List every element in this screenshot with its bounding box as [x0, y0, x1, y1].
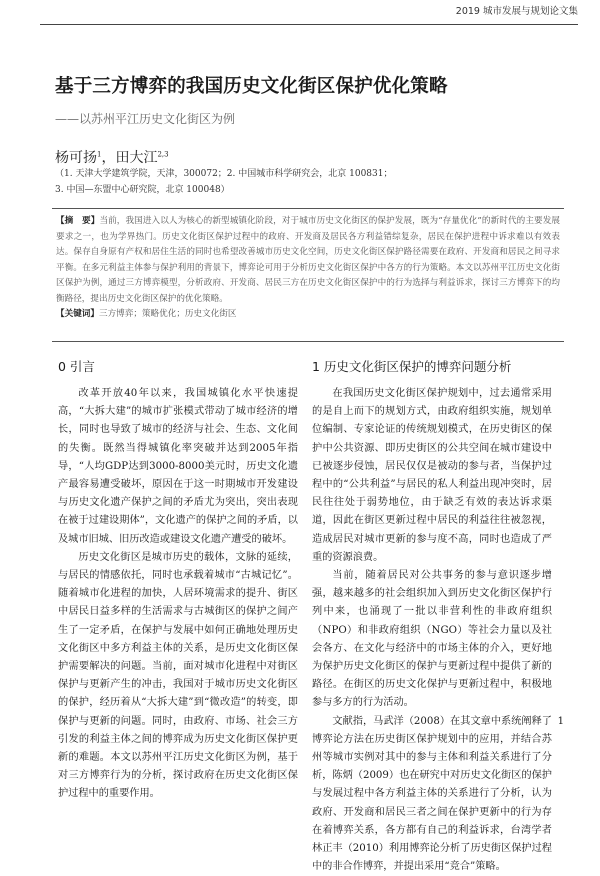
running-header: 2019 城市发展与规划论文集 — [455, 6, 578, 17]
left-column — [58, 385, 298, 800]
section-heading-intro: 0 引言 — [58, 359, 95, 374]
author-1-name: 杨可扬 — [55, 150, 97, 166]
author-2-name: 田大江 — [115, 150, 158, 166]
section-heading-1: 1 历史文化街区保护的博弈问题分析 — [312, 359, 512, 374]
affiliation-line-1: （1. 天津大学建筑学院，天津，300072；2. 中国城市科学研究会，北京 100831； — [55, 169, 393, 179]
left-paragraph-2: 历史文化街区是城市历史的载体，文脉的延续，与居民的情感依托，同时也承载着城市“古城记忆”。随着城市化进程的加快，人居环境需求的提升、街区中居民日益多样的生活需求与古城街区的保护之间产生了一定矛盾，在保护与发展中如何正确地处理历史文化街区中多方利益主体的关系，是历史文化街区保护需要解决的问题。当前，面对城市化进程中对街区保护与更新产生的冲击，我国对于城市历史文化街区的保护，经历着从“大拆大建”到“微改造”的转变，即保护与更新的问题。同时，由政府、市场、社会三方引发的利益主体之间的博弈成为历史文化街区保护更新的难题。本文以苏州平江历史文化街区为例，基于对三方博弈行为的分析，探讨政府在历史文化街区保护过程中的重要作用。 — [58, 551, 298, 800]
right-paragraph-1: 在我国历史文化街区保护规划中，过去通常采用的是自上而下的规划方式，由政府组织实施，规划单位编制、专家论证的传统规划模式，在历史街区的保护中公共资源、即历史街区的公共空间在城市建设中已被逐步侵蚀，居民仅仅是被动的参与者，当保护过程中的“公共利益”与居民的私人利益出现冲突时，居民往往处于弱势地位，由于缺乏有效的表达诉求渠道，因此在街区更新过程中居民的利益往往被忽视，造成居民对城市更新的参与度不高，同时也造成了严重的资源浪费。 — [312, 388, 552, 563]
author-1-sup: 1 — [97, 150, 102, 159]
paper-subtitle: ——以苏州平江历史文化街区为例 — [55, 112, 236, 126]
keywords-text: 三方博弈；策略优化；历史文化街区 — [98, 309, 237, 319]
abstract-box — [52, 208, 564, 342]
affiliation-line-2: 3. 中国—东盟中心研究院，北京 100048） — [55, 185, 230, 195]
abstract-text: 当前，我国进入以人为核心的新型城镇化阶段，对于城市历史文化街区的保护发展，既为“存量优化”的新时代的主要发展要求之一，也为学界热门。历史文化街区保护过程中的政府、开发商及居民各方利益错综复杂，居民在保护进程中诉求难以有效表达。保存自身原有产权和居住生活的同时也希望改善城市历史文化空间，历史文化街区保护路径需要在政府、开发商和居民之间寻求平衡。在多元利益主体参与保护利用的背景下，博弈论可用于分析历史文化街区保护中各方的行为策略。本文以苏州平江历史文化街区保护为例，通过三方博弈模型，分析政府、开发商、居民三方在历史文化街区保护中的行为选择与利益诉求，探讨三方博弈下的均衡路径，提出历史文化街区保护的优化策略。 — [56, 216, 560, 304]
right-paragraph-2: 当前，随着居民对公共事务的参与意识逐步增强，越来越多的社会组织加入到历史文化街区保护行列中来，也涌现了一批以非营利性的非政府组织（NPO）和非政府组织（NGO）等社会力量以及社会各方、在文化与经济中的市场主体的介入，更好地为保护历史文化街区的保护与更新过程中提供了新的路径。在街区的历史文化保护与更新过程中，积极地参与多方的行为活动。 — [312, 570, 552, 709]
left-paragraph-1: 改革开放40年以来，我国城镇化水平快速提高，“大拆大建”的城市扩张模式带动了城市经济的增长，同时也导致了城市的经济与社会、生态、文化间的失衡。既然当得城镇化率突破并达到2005年指导，“人均GDP达到3000-8000美元时，历史文化遗产最容易遭受破坏，原因在于这一时期城市开发建设与历史文化遗产保护之间的矛盾尤为突出，突出表现在被于过建设期体”，文化遗产的保护之间的矛盾，以及城市旧城、旧历改造或建设文化遗产遭受的破坏。 — [58, 388, 298, 545]
right-paragraph-3: 文献指，马武洋（2008）在其文章中系统阐释了博弈论方法在历史街区保护规划中的应用，并结合苏州等城市实例对其中的参与主体和利益关系进行了分析，陈炳（2009）也在研究中对历史文化街区的保护与发展过程中各方利益主体的关系进行了分析，认为政府、开发商和居民三者之间在保护更新中的行为存在着博弈关系，各方都有自己的利益诉求，台湾学者林正丰（2010）利用博弈论分析了历史街区保护过程中的非合作博弈，并提出采用“竞合”策略。 — [312, 715, 552, 873]
header-rule — [40, 24, 578, 25]
right-column — [312, 385, 552, 873]
keywords-label: 【关键词】 — [56, 309, 99, 319]
paper-title: 基于三方博弈的我国历史文化街区保护优化策略 — [55, 76, 448, 97]
abstract-label: 【摘 要】 — [56, 216, 100, 226]
author-separator: ， — [101, 150, 116, 166]
author-line — [55, 147, 169, 167]
page-number: 1 — [557, 716, 564, 727]
author-2-sup: 2,3 — [157, 150, 169, 159]
